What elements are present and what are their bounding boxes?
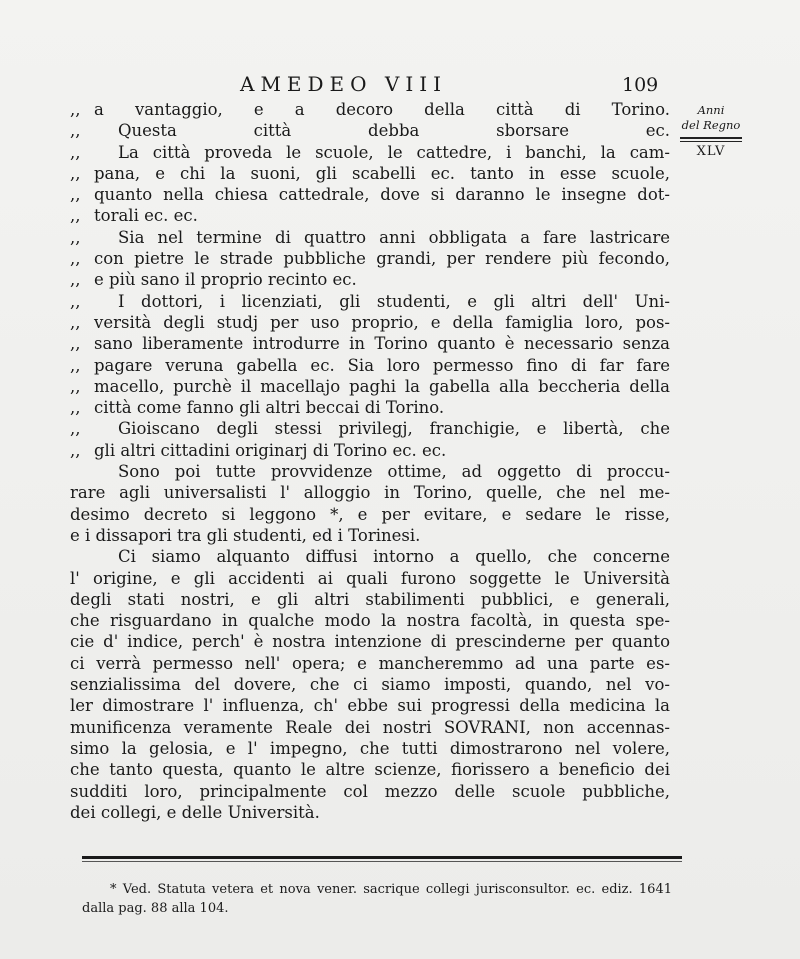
line-text: sano liberamente introdurre in Torino quanto è necessario senza <box>94 334 670 354</box>
quotation-mark: ,, <box>70 355 81 375</box>
footnote-rule <box>82 856 682 859</box>
footnote-line: dalla pag. 88 alla 104. <box>82 901 229 916</box>
quotation-mark: ,, <box>70 163 81 183</box>
quotation-mark: ,, <box>70 142 81 162</box>
line-text: ci verrà permesso nell' opera; e mancheremmo ad una parte es- <box>70 653 670 673</box>
quotation-mark: ,, <box>70 121 81 141</box>
text-line <box>70 142 670 163</box>
text-line <box>70 355 670 376</box>
text-line <box>70 312 670 333</box>
body-text <box>70 99 670 823</box>
quotation-mark: ,, <box>70 312 81 332</box>
line-text: I dottori, i licenziati, gli studenti, e gli altri dell' Uni- <box>118 291 670 311</box>
line-text: che risguardano in qualche modo la nostra facoltà, in questa spe- <box>70 611 670 631</box>
line-text: macello, purchè il macellajo paghi la gabella alla beccheria della <box>94 376 670 396</box>
line-text: ler dimostrare l' influenza, ch' ebbe sui progressi della medicina la <box>70 696 670 716</box>
quotation-mark: ,, <box>70 376 81 396</box>
line-text: degli stati nostri, e gli altri stabilimenti pubblici, e generali, <box>70 589 670 609</box>
line-text: simo la gelosia, e l' impegno, che tutti dimostrarono nel volere, <box>70 738 670 758</box>
line-text: pagare veruna gabella ec. Sia loro permesso fino di far fare <box>94 355 670 375</box>
margin-note-label: del Regno <box>681 118 741 132</box>
line-text: a vantaggio, e a decoro della città di Torino. <box>94 100 670 119</box>
line-text: rare agli universalisti l' alloggio in Torino, quelle, che nel me- <box>70 483 670 503</box>
margin-rule <box>680 137 742 139</box>
text-line <box>70 120 670 141</box>
quotation-mark: ,, <box>70 419 81 439</box>
line-text: senzialissima del dovere, che ci siamo imposti, quando, nel vo- <box>70 675 670 695</box>
quotation-mark: ,, <box>70 227 81 247</box>
line-text: con pietre le strade pubbliche grandi, per rendere più fecondo, <box>94 249 670 269</box>
line-text: versità degli studj per uso proprio, e della famiglia loro, pos- <box>94 312 670 332</box>
quotation-mark: ,, <box>70 334 81 354</box>
text-line <box>70 99 670 120</box>
line-text: La città proveda le scuole, le cattedre, i banchi, la cam- <box>118 142 670 162</box>
text-line <box>70 568 670 589</box>
text-line <box>70 205 670 226</box>
text-line <box>70 291 670 312</box>
line-text: città come fanno gli altri beccai di Torino. <box>94 398 445 418</box>
line-text: Sia nel termine di quattro anni obbligata a fare lastricare <box>118 227 670 247</box>
line-text: l' origine, e gli accidenti ai quali furono soggette le Università <box>70 568 670 588</box>
footnote <box>82 880 672 918</box>
line-text: e più sano il proprio recinto ec. <box>94 270 357 290</box>
text-line <box>70 653 670 674</box>
text-line <box>70 397 670 418</box>
line-text: pana, e chi la suoni, gli scabelli ec. tanto in esse scuole, <box>94 163 670 183</box>
quotation-mark: ,, <box>70 270 81 290</box>
line-text: Questa città debba sborsare ec. <box>118 121 670 141</box>
text-line <box>70 695 670 716</box>
text-line <box>70 738 670 759</box>
footnote-rule <box>82 861 682 862</box>
line-text: quanto nella chiesa cattedrale, dove si daranno le insegne dot- <box>94 185 670 205</box>
text-line <box>70 674 670 695</box>
page-number: 109 <box>622 74 659 96</box>
quotation-mark: ,, <box>70 440 81 460</box>
text-line <box>70 717 670 738</box>
footnote-line: * Ved. Statuta vetera et nova vener. sacrique collegi jurisconsultor. ec. ediz. 1641 <box>110 882 672 897</box>
text-line <box>70 759 670 780</box>
text-line <box>70 802 670 823</box>
text-line <box>70 504 670 525</box>
text-line <box>70 227 670 248</box>
quotation-mark: ,, <box>70 249 81 269</box>
line-text: munificenza veramente Reale dei nostri SOVRANI, non accennas- <box>70 717 670 737</box>
line-text: dei collegi, e delle Università. <box>70 802 320 822</box>
text-line <box>70 269 670 290</box>
line-text: cie d' indice, perch' è nostra intenzione di prescinderne per quanto <box>70 632 670 652</box>
text-line <box>70 461 670 482</box>
quotation-mark: ,, <box>70 291 81 311</box>
line-text: desimo decreto si leggono *, e per evitare, e sedare le risse, <box>70 504 670 524</box>
margin-note-label: Anni <box>697 103 725 117</box>
text-line <box>70 525 670 546</box>
text-line <box>70 248 670 269</box>
line-text: torali ec. ec. <box>94 206 198 226</box>
running-head: AMEDEO VIII <box>240 72 448 96</box>
line-text: sudditi loro, principalmente col mezzo delle scuole pubbliche, <box>70 781 670 801</box>
quotation-mark: ,, <box>70 206 81 226</box>
line-text: Sono poi tutte provvidenze ottime, ad oggetto di proccu- <box>118 462 670 482</box>
quotation-mark: ,, <box>70 185 81 205</box>
margin-rule <box>680 141 742 142</box>
margin-note <box>676 103 746 159</box>
text-line <box>70 376 670 397</box>
text-line <box>70 163 670 184</box>
regnal-year: XLV <box>696 144 726 159</box>
text-line <box>70 482 670 503</box>
text-line <box>70 631 670 652</box>
text-line <box>70 333 670 354</box>
text-line <box>70 418 670 439</box>
line-text: Gioiscano degli stessi privilegj, franchigie, e libertà, che <box>118 419 670 439</box>
quotation-mark: ,, <box>70 100 81 119</box>
text-line <box>70 546 670 567</box>
line-text: gli altri cittadini originarj di Torino ec. ec. <box>94 440 447 460</box>
line-text: che tanto questa, quanto le altre scienze, fiorissero a beneficio dei <box>70 760 670 780</box>
text-line <box>70 440 670 461</box>
line-text: e i dissapori tra gli studenti, ed i Torinesi. <box>70 525 421 545</box>
text-line <box>70 610 670 631</box>
text-line <box>70 781 670 802</box>
line-text: Ci siamo alquanto diffusi intorno a quello, che concerne <box>118 547 670 567</box>
quotation-mark: ,, <box>70 398 81 418</box>
text-line <box>70 184 670 205</box>
text-line <box>70 589 670 610</box>
